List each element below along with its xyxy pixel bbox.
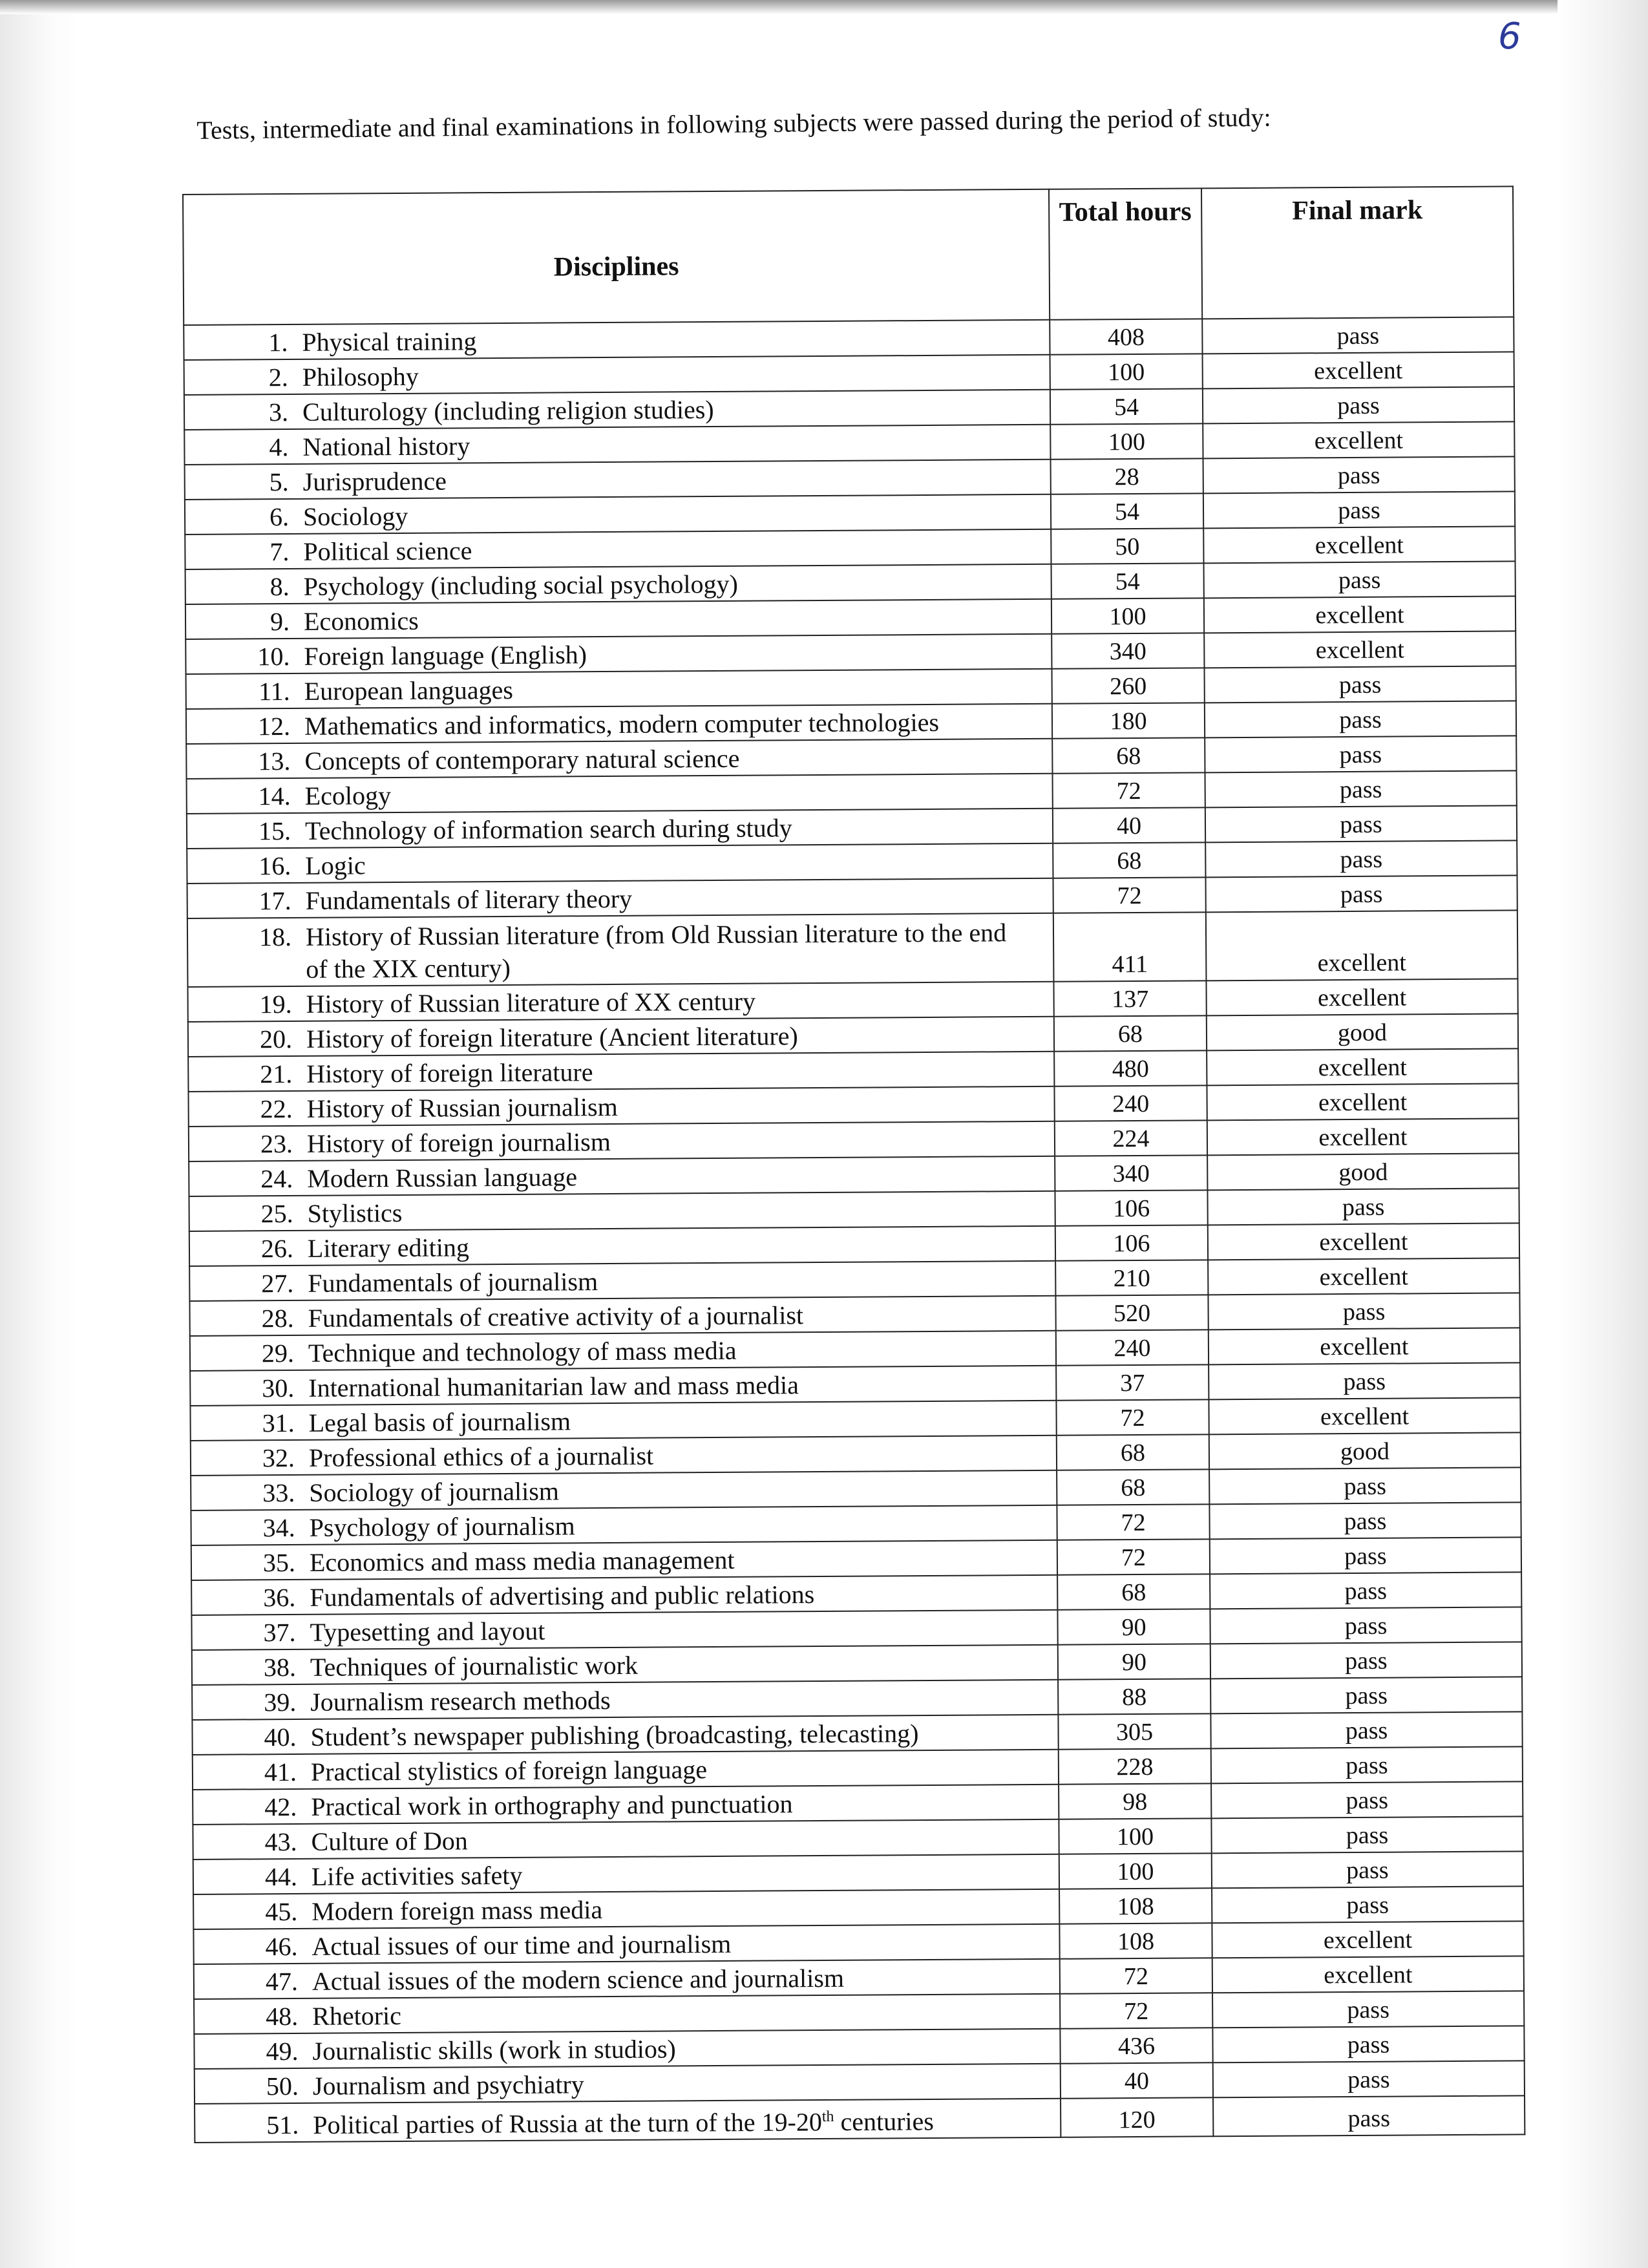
discipline-cell <box>195 2064 1061 2104</box>
discipline-cell <box>191 1610 1057 1650</box>
discipline-cell <box>194 1959 1060 1999</box>
final-mark-cell: excellent <box>1206 979 1517 1015</box>
row-number: 14. <box>258 781 291 811</box>
discipline-name: Journalism and psychiatry <box>312 2070 584 2101</box>
total-hours-cell: 40 <box>1061 2062 1213 2098</box>
row-number: 32. <box>262 1443 295 1473</box>
discipline-name: Psychology of journalism <box>309 1511 575 1542</box>
final-mark-cell: pass <box>1212 2026 1524 2062</box>
final-mark-cell: excellent <box>1209 1397 1520 1434</box>
discipline-name: Economics and mass media management <box>309 1545 735 1577</box>
discipline-name: Actual issues of our time and journalism <box>312 1929 732 1961</box>
row-number: 19. <box>259 989 292 1019</box>
discipline-name: Typesetting and layout <box>310 1616 545 1647</box>
total-hours-cell: 54 <box>1050 388 1203 424</box>
scan-right-edge <box>1558 0 1648 2268</box>
row-number: 47. <box>265 1966 299 1997</box>
final-mark-cell: pass <box>1210 1712 1522 1748</box>
total-hours-cell: 240 <box>1056 1330 1209 1365</box>
discipline-cell <box>192 1680 1058 1720</box>
table-body <box>184 317 1525 2143</box>
discipline-cell <box>186 739 1052 779</box>
discipline-cell <box>191 1505 1057 1545</box>
discipline-name: Fundamentals of advertising and public relations <box>310 1580 815 1612</box>
discipline-cell <box>187 982 1053 1022</box>
discipline-name: Legal basis of journalism <box>308 1406 571 1437</box>
final-mark-cell: pass <box>1205 666 1516 703</box>
final-mark-cell: pass <box>1205 736 1516 772</box>
final-mark-cell: good <box>1207 1153 1519 1190</box>
discipline-name: Student’s newspaper publishing (broadcasting, telecasting) <box>310 1719 919 1752</box>
total-hours-cell: 72 <box>1060 1958 1212 1993</box>
discipline-cell <box>188 1086 1054 1127</box>
final-mark-cell: pass <box>1204 561 1516 598</box>
header-disciplines: Disciplines <box>183 189 1050 325</box>
discipline-name: Mathematics and informatics, modern computer technologies <box>304 707 940 741</box>
final-mark-cell: good <box>1209 1432 1521 1469</box>
discipline-name: Sociology <box>302 501 408 531</box>
discipline-cell <box>188 1052 1054 1092</box>
discipline-name: Actual issues of the modern science and journalism <box>312 1963 845 1996</box>
discipline-cell <box>193 1819 1059 1860</box>
discipline-cell <box>189 1226 1055 1266</box>
row-number: 22. <box>260 1094 293 1124</box>
total-hours-cell: 260 <box>1052 668 1205 703</box>
discipline-name: History of foreign literature (Ancient literature) <box>306 1021 798 1054</box>
row-number: 9. <box>269 606 290 637</box>
row-number: 35. <box>262 1547 296 1578</box>
final-mark-cell: pass <box>1203 456 1515 493</box>
discipline-name: Life activities safety <box>311 1860 523 1891</box>
total-hours-cell: 240 <box>1054 1085 1207 1121</box>
final-mark-cell: pass <box>1205 701 1516 737</box>
row-number: 17. <box>259 885 291 916</box>
final-mark-cell: pass <box>1212 1991 1524 2028</box>
discipline-name: Stylistics <box>307 1198 403 1228</box>
discipline-cell <box>193 1785 1059 1825</box>
discipline-cell <box>193 1854 1059 1894</box>
discipline-name: Ecology <box>304 781 392 811</box>
final-mark-cell: pass <box>1209 1467 1521 1504</box>
discipline-cell <box>191 1575 1057 1615</box>
discipline-cell <box>187 774 1053 814</box>
discipline-name-superscript: th <box>821 2108 834 2126</box>
discipline-cell <box>185 564 1051 604</box>
discipline-cell <box>195 2099 1061 2143</box>
total-hours-cell: 98 <box>1059 1783 1211 1819</box>
header-total-hours: Total hours <box>1049 188 1202 319</box>
discipline-name: Jurisprudence <box>302 466 447 496</box>
discipline-cell <box>185 460 1051 500</box>
page-number: 6 <box>1498 16 1521 58</box>
row-number: 50. <box>266 2071 299 2101</box>
total-hours-cell: 90 <box>1057 1609 1210 1644</box>
page-fold-shadow <box>0 0 78 2268</box>
discipline-name: Foreign language (English) <box>304 640 587 671</box>
discipline-name: National history <box>302 431 470 461</box>
discipline-name: Psychology (including social psychology) <box>303 569 738 601</box>
row-number: 48. <box>266 2001 299 2031</box>
row-number: 21. <box>260 1059 293 1089</box>
total-hours-cell: 37 <box>1056 1364 1209 1400</box>
final-mark-cell: excellent <box>1207 1048 1518 1085</box>
discipline-name: Modern Russian language <box>307 1162 578 1193</box>
discipline-cell <box>189 1121 1055 1161</box>
discipline-name: Political parties of Russia at the turn of the 19-20 <box>313 2107 823 2140</box>
row-number: 49. <box>266 2036 299 2066</box>
discipline-cell <box>185 529 1051 569</box>
final-mark-cell: pass <box>1202 317 1514 354</box>
table-row <box>187 910 1518 987</box>
row-number: 27. <box>261 1268 294 1298</box>
final-mark-cell: pass <box>1210 1642 1522 1679</box>
row-number: 16. <box>259 851 291 881</box>
final-mark-cell: excellent <box>1203 352 1514 388</box>
final-mark-cell: pass <box>1210 1572 1521 1609</box>
total-hours-cell: 68 <box>1057 1434 1209 1470</box>
row-number: 7. <box>269 537 290 567</box>
final-mark-cell: pass <box>1209 1502 1521 1539</box>
intro-text: Tests, intermediate and final examinations in following subjects were passed during the period of study: <box>196 102 1271 145</box>
discipline-cell <box>189 1261 1055 1301</box>
final-mark-cell: excellent <box>1207 1083 1518 1120</box>
total-hours-cell: 100 <box>1050 354 1203 389</box>
discipline-name: Practical stylistics of foreign language <box>310 1755 708 1786</box>
total-hours-cell: 72 <box>1057 1539 1210 1574</box>
final-mark-cell: pass <box>1203 491 1515 528</box>
discipline-name: Journalistic skills (work in studios) <box>312 2034 676 2066</box>
row-number: 20. <box>259 1024 293 1054</box>
discipline-name: Techniques of journalistic work <box>310 1650 639 1682</box>
row-number: 39. <box>264 1687 297 1717</box>
discipline-name: Fundamentals of literary theory <box>305 884 633 915</box>
total-hours-cell: 305 <box>1058 1713 1210 1749</box>
final-mark-cell: excellent <box>1208 1258 1519 1295</box>
row-number: 23. <box>260 1129 293 1159</box>
row-number: 15. <box>258 816 291 846</box>
discipline-cell <box>189 1191 1055 1231</box>
discipline-cell <box>187 913 1054 987</box>
total-hours-cell: 72 <box>1053 772 1205 808</box>
discipline-cell <box>184 390 1050 430</box>
row-number: 28. <box>261 1303 294 1333</box>
discipline-name: Rhetoric <box>312 2000 402 2031</box>
total-hours-cell: 106 <box>1055 1190 1207 1225</box>
discipline-name: Fundamentals of journalism <box>308 1267 598 1298</box>
discipline-cell <box>186 669 1052 709</box>
discipline-cell <box>185 599 1051 639</box>
final-mark-cell: pass <box>1210 1607 1521 1644</box>
total-hours-cell: 520 <box>1055 1295 1208 1330</box>
discipline-cell <box>184 355 1050 395</box>
discipline-name: History of foreign journalism <box>306 1127 611 1158</box>
row-number: 3. <box>268 397 289 427</box>
final-mark-cell: excellent <box>1212 1921 1523 1958</box>
row-number: 42. <box>264 1792 297 1822</box>
total-hours-cell: 480 <box>1054 1050 1207 1086</box>
row-number: 41. <box>264 1757 297 1787</box>
row-number: 44. <box>264 1861 298 1892</box>
discipline-name: Physical training <box>302 326 477 357</box>
discipline-name: Literary editing <box>307 1233 470 1263</box>
discipline-cell <box>191 1470 1057 1510</box>
discipline-cell <box>186 704 1052 744</box>
total-hours-cell: 72 <box>1057 1504 1209 1540</box>
total-hours-cell: 108 <box>1059 1888 1212 1924</box>
total-hours-cell: 137 <box>1053 980 1206 1016</box>
final-mark-cell: pass <box>1211 1746 1523 1783</box>
final-mark-cell: excellent <box>1203 526 1515 563</box>
table-row <box>195 2095 1525 2143</box>
total-hours-cell: 68 <box>1053 842 1205 878</box>
final-mark-cell: pass <box>1208 1293 1519 1330</box>
final-mark-cell: good <box>1207 1013 1518 1050</box>
discipline-name: Fundamentals of creative activity of a journalist <box>308 1300 804 1333</box>
total-hours-cell: 108 <box>1059 1923 1212 1958</box>
discipline-cell <box>194 2029 1060 2069</box>
discipline-cell <box>189 1156 1055 1196</box>
total-hours-cell: 100 <box>1059 1853 1212 1889</box>
row-number: 40. <box>264 1722 297 1752</box>
total-hours-cell: 436 <box>1060 2028 1212 2063</box>
row-number: 13. <box>258 746 291 776</box>
row-number: 1. <box>268 328 288 357</box>
total-hours-cell: 50 <box>1051 528 1203 564</box>
row-number: 51. <box>266 2110 299 2140</box>
final-mark-cell: excellent <box>1212 1956 1524 1993</box>
total-hours-cell: 100 <box>1059 1818 1211 1854</box>
row-number: 29. <box>261 1338 295 1368</box>
final-mark-cell: pass <box>1212 1886 1523 1923</box>
final-mark-cell: pass <box>1213 2095 1525 2136</box>
discipline-cell <box>190 1401 1056 1441</box>
discipline-name: Practical work in orthography and punctuation <box>311 1789 793 1821</box>
discipline-cell <box>190 1331 1056 1371</box>
final-mark-cell: pass <box>1205 805 1517 842</box>
total-hours-cell: 224 <box>1055 1120 1207 1156</box>
discipline-name: International humanitarian law and mass media <box>308 1370 799 1403</box>
discipline-name: Culture of Don <box>311 1826 468 1856</box>
row-number: 37. <box>263 1617 296 1648</box>
table-header-row <box>183 186 1514 325</box>
grades-table-container <box>182 185 1525 2143</box>
total-hours-cell: 40 <box>1053 807 1205 843</box>
row-number: 31. <box>262 1408 295 1438</box>
row-number: 45. <box>265 1896 298 1927</box>
row-number: 6. <box>269 502 290 532</box>
discipline-name: History of foreign literature <box>306 1057 593 1088</box>
total-hours-cell: 228 <box>1059 1748 1211 1784</box>
discipline-name: History of Russian literature (from Old Russian literature to the end of the XIX century) <box>305 918 1007 984</box>
row-number: 5. <box>269 467 289 497</box>
discipline-cell <box>187 878 1053 918</box>
discipline-cell <box>192 1645 1058 1685</box>
row-number: 36. <box>263 1582 296 1613</box>
discipline-cell <box>193 1750 1059 1790</box>
total-hours-cell: 100 <box>1050 423 1203 459</box>
discipline-cell <box>185 634 1051 674</box>
grades-table <box>182 185 1525 2143</box>
final-mark-cell: excellent <box>1204 596 1516 633</box>
final-mark-cell: pass <box>1211 1781 1523 1818</box>
discipline-name: Culturology (including religion studies) <box>302 394 714 427</box>
discipline-name: History of Russian literature of XX century <box>306 986 756 1019</box>
discipline-name: Logic <box>305 851 366 880</box>
row-number: 10. <box>257 641 290 672</box>
discipline-name: Journalism research methods <box>310 1685 611 1717</box>
total-hours-cell: 100 <box>1051 598 1204 633</box>
discipline-cell <box>185 494 1051 535</box>
final-mark-cell: pass <box>1205 875 1517 912</box>
final-mark-cell: pass <box>1210 1677 1522 1713</box>
discipline-name: Technique and technology of mass media <box>308 1335 737 1368</box>
discipline-cell <box>192 1715 1058 1755</box>
discipline-cell <box>193 1889 1059 1929</box>
total-hours-cell: 72 <box>1053 877 1205 913</box>
final-mark-cell: pass <box>1209 1362 1520 1399</box>
final-mark-cell: pass <box>1211 1816 1523 1853</box>
total-hours-cell: 180 <box>1052 703 1205 738</box>
discipline-cell <box>187 843 1053 884</box>
discipline-cell <box>193 1924 1059 1964</box>
header-final-mark: Final mark <box>1201 186 1514 319</box>
discipline-cell <box>187 809 1053 849</box>
total-hours-cell: 408 <box>1050 319 1202 354</box>
row-number: 24. <box>260 1163 293 1194</box>
discipline-name: European languages <box>304 675 514 706</box>
discipline-cell <box>184 425 1050 465</box>
total-hours-cell: 106 <box>1055 1225 1208 1260</box>
discipline-cell <box>188 1017 1054 1057</box>
row-number: 2. <box>268 363 288 392</box>
row-number: 33. <box>262 1478 295 1508</box>
discipline-name: Concepts of contemporary natural science <box>304 743 740 776</box>
row-number: 25. <box>260 1198 293 1229</box>
final-mark-cell: pass <box>1203 387 1514 423</box>
total-hours-cell: 340 <box>1051 633 1204 668</box>
discipline-cell <box>191 1436 1057 1476</box>
final-mark-cell: excellent <box>1208 1223 1519 1260</box>
final-mark-cell: excellent <box>1207 1118 1519 1155</box>
final-mark-cell: pass <box>1205 840 1517 877</box>
row-number: 12. <box>257 711 291 741</box>
total-hours-cell: 68 <box>1054 1015 1207 1051</box>
final-mark-cell: pass <box>1212 1851 1523 1888</box>
final-mark-cell: excellent <box>1204 631 1516 668</box>
final-mark-cell: pass <box>1213 2061 1525 2097</box>
row-number: 26. <box>260 1233 294 1264</box>
total-hours-cell: 68 <box>1057 1469 1209 1505</box>
row-number: 34. <box>262 1512 295 1543</box>
total-hours-cell: 120 <box>1061 2097 1213 2137</box>
row-number: 8. <box>269 571 290 602</box>
total-hours-cell: 411 <box>1053 912 1207 981</box>
row-number: 43. <box>264 1827 297 1857</box>
discipline-name: Economics <box>303 606 419 636</box>
total-hours-cell: 90 <box>1058 1644 1210 1679</box>
total-hours-cell: 28 <box>1051 458 1203 494</box>
total-hours-cell: 54 <box>1051 563 1204 599</box>
final-mark-cell: pass <box>1210 1537 1521 1574</box>
total-hours-cell: 68 <box>1052 737 1205 773</box>
total-hours-cell: 68 <box>1057 1574 1210 1609</box>
discipline-name: History of Russian journalism <box>306 1092 618 1123</box>
final-mark-cell: excellent <box>1209 1328 1520 1364</box>
discipline-name: Professional ethics of a journalist <box>308 1441 654 1472</box>
total-hours-cell: 88 <box>1058 1679 1210 1714</box>
row-number: 38. <box>263 1652 297 1682</box>
row-number: 46. <box>265 1931 298 1962</box>
final-mark-cell: excellent <box>1206 910 1518 980</box>
total-hours-cell: 54 <box>1051 493 1203 529</box>
row-number: 18. <box>259 922 292 952</box>
discipline-cell <box>191 1540 1057 1580</box>
scan-top-edge <box>0 0 1648 14</box>
total-hours-cell: 340 <box>1055 1155 1207 1191</box>
discipline-name: Sociology of journalism <box>309 1476 560 1507</box>
total-hours-cell: 210 <box>1055 1260 1208 1295</box>
discipline-name: Modern foreign mass media <box>312 1895 603 1926</box>
discipline-name: Philosophy <box>302 361 419 392</box>
discipline-cell <box>194 1994 1060 2034</box>
final-mark-cell: pass <box>1207 1188 1519 1225</box>
total-hours-cell: 72 <box>1056 1399 1209 1435</box>
discipline-cell <box>184 320 1050 360</box>
discipline-name: Technology of information search during study <box>304 813 792 845</box>
final-mark-cell: pass <box>1205 770 1516 807</box>
row-number: 4. <box>269 432 289 462</box>
discipline-cell <box>189 1296 1055 1336</box>
total-hours-cell: 72 <box>1060 1993 1212 2028</box>
discipline-name: Political science <box>303 536 472 566</box>
row-number: 11. <box>259 676 290 706</box>
discipline-name-tail: centuries <box>834 2106 935 2137</box>
discipline-cell <box>190 1366 1056 1406</box>
final-mark-cell: excellent <box>1203 421 1514 458</box>
row-number: 30. <box>262 1373 295 1403</box>
